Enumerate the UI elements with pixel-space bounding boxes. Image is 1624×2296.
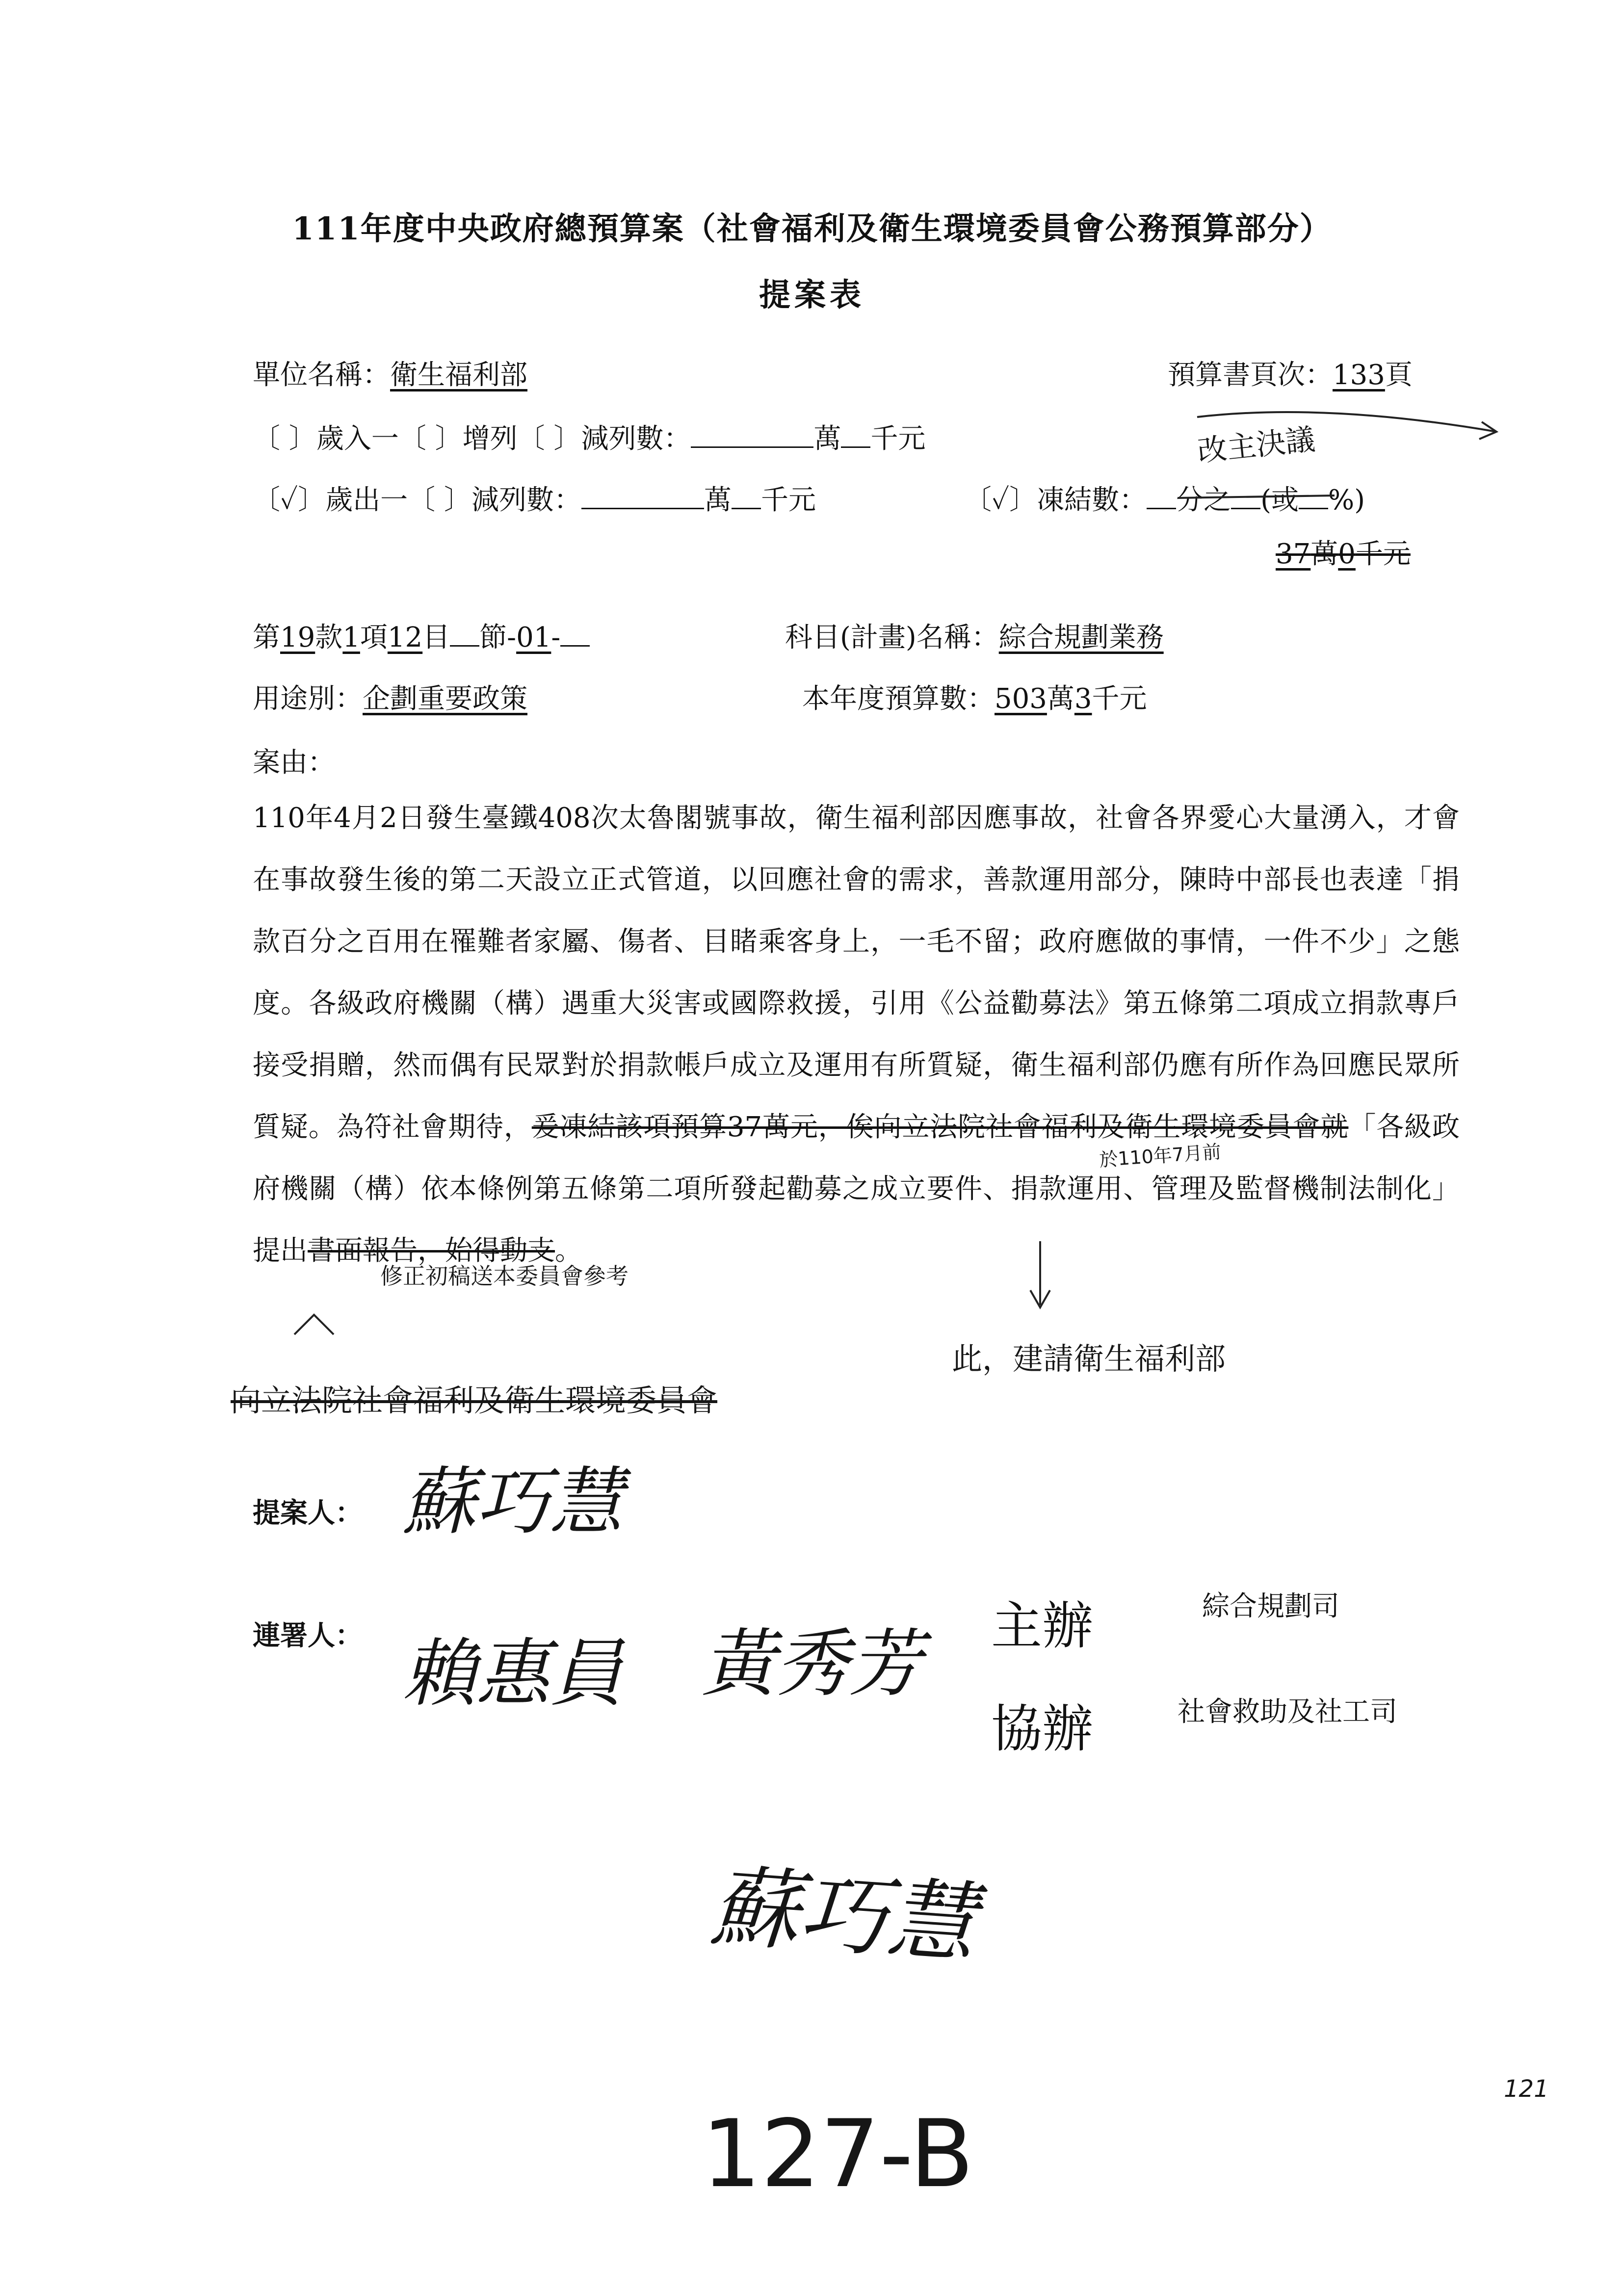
- expense-text: 歲出一: [325, 484, 408, 516]
- freeze-blank-3: [1299, 485, 1328, 509]
- reason-struck1: 爰凍結該項預算37萬元，俟向立法院社會福利及衛生環境委員會就: [531, 1111, 1349, 1143]
- account-xiang-num: 1: [342, 622, 360, 653]
- freeze-blank-2: [1231, 485, 1260, 509]
- handwritten-note-right: 此，建請衛生福利部: [952, 1341, 1226, 1377]
- unit-value: 衛生福利部: [390, 359, 527, 391]
- decrease-text: 減列數：: [581, 423, 691, 455]
- main-responsible-label: 主辦: [991, 1596, 1094, 1656]
- purpose-row: [253, 677, 527, 716]
- account-line: [253, 616, 590, 655]
- expense-decrease-text: 減列數：: [471, 484, 581, 516]
- reason-body: [253, 787, 1460, 1282]
- freeze-percent-close: %): [1328, 484, 1365, 516]
- frozen-amount: [1276, 532, 1411, 572]
- frozen-wan: 萬: [1310, 538, 1338, 570]
- revenue-wan: 萬: [813, 423, 841, 455]
- assist-responsible-label: 協辦: [991, 1699, 1094, 1759]
- document-title: 111年度中央政府總預算案（社會福利及衛生環境委員會公務預算部分）: [292, 210, 1332, 247]
- assist-responsible-value: 社會救助及社工司: [1178, 1696, 1397, 1728]
- expense-qian: 千元: [760, 484, 816, 516]
- account-jie-blank: [450, 623, 479, 647]
- account-dash: -: [551, 622, 561, 653]
- handwritten-note-insert: 修正初稿送本委員會參考: [380, 1263, 629, 1289]
- proposer-signature: 蘇巧慧: [402, 1460, 624, 1545]
- revenue-line: [253, 417, 925, 456]
- cosigner-signature-2: 黃秀芳: [702, 1621, 923, 1707]
- freeze-line: [964, 478, 1365, 518]
- bottom-signature: 蘇巧慧: [707, 1855, 979, 1976]
- expense-wan: 萬: [704, 484, 732, 516]
- subject-row: [785, 616, 1164, 655]
- main-responsible-value: 綜合規劃司: [1202, 1591, 1339, 1622]
- subject-label: 科目(計畫)名稱：: [785, 622, 999, 653]
- expense-checkbox: 〔✓〕: [253, 484, 326, 516]
- expense-decrease-checkbox: 〔 〕: [408, 484, 471, 516]
- reason-para1: 110年4月2日發生臺鐵408次太魯閣號事故，衛生福利部因應事故，社會各界愛心大量湧入，才會在事故發生後的第二天設立正式管道，以回應社會的需求，善款運用部分，陳時中部長也表達「捐款百分之百用在罹難者家屬、傷者、目睹乘客身上，一毛不留；政府應做的事情，一件不少」之態度。各級政府機關（構）遇重大災害或國際救援，引用《公益勸募法》第五條第二項成立捐款專戶接受捐贈，然而偶有民眾對於捐款帳戶成立及運用有所質疑，衛生福利部仍應有所作為回應民眾所質疑。為符社會期待，: [253, 802, 1460, 1143]
- budget-wan: 萬: [1047, 683, 1074, 715]
- expense-qian-blank: [732, 485, 761, 509]
- account-xiang: 項: [360, 622, 388, 653]
- reason-label: 案由：: [253, 747, 335, 779]
- cosigner-label: 連署人：: [253, 1619, 363, 1652]
- revenue-text: 歲入一: [316, 423, 399, 455]
- account-jie: 節-: [479, 622, 517, 653]
- expense-line: [253, 478, 816, 518]
- handwritten-page-mark: 121: [1504, 2075, 1549, 2103]
- revenue-qian: 千元: [870, 423, 926, 455]
- revenue-checkbox: 〔 〕: [253, 423, 316, 455]
- frozen-num1: 37: [1276, 538, 1311, 570]
- budget-label: 本年度預算數：: [802, 683, 995, 715]
- account-kuan: 款: [315, 622, 343, 653]
- increase-text: 增列: [462, 423, 518, 455]
- document-subtitle: 提案表: [759, 277, 865, 313]
- frozen-num2: 0: [1338, 538, 1356, 570]
- account-jie-num: 01: [516, 622, 551, 653]
- increase-checkbox: 〔 〕: [398, 423, 463, 455]
- proposer-label: 提案人：: [253, 1497, 363, 1529]
- subject-value: 綜合規劃業務: [998, 622, 1164, 653]
- reason-struck2: 書面報告，始得動支: [308, 1235, 555, 1267]
- freeze-checkbox: 〔✓〕: [964, 484, 1037, 516]
- freeze-percent-open: (或: [1260, 484, 1299, 516]
- account-mu: 目: [422, 622, 450, 653]
- page-row: [1168, 353, 1413, 392]
- handwritten-struck-line: 向立法院社會福利及衛生環境委員會: [231, 1383, 718, 1418]
- page-value: 133: [1333, 359, 1385, 391]
- unit-row: [253, 353, 527, 392]
- expense-wan-blank: [581, 485, 704, 509]
- budget-num2: 3: [1074, 683, 1092, 715]
- budget-num1: 503: [995, 683, 1047, 715]
- insert-caret: [294, 1315, 334, 1334]
- account-mu-num: 12: [387, 622, 423, 653]
- account-end-blank: [560, 623, 590, 647]
- budget-unit: 千元: [1092, 683, 1147, 715]
- cosigner-signature-1: 賴惠員: [402, 1631, 624, 1717]
- page-label: 預算書頁次：: [1168, 359, 1333, 391]
- unit-label: 單位名稱：: [253, 359, 390, 391]
- handwritten-note-top-right: 改主決議: [1196, 422, 1317, 469]
- purpose-label: 用途別：: [253, 683, 363, 715]
- reason-end: 。: [555, 1235, 582, 1267]
- account-di: 第: [253, 622, 280, 653]
- page-suffix: 頁: [1385, 359, 1413, 391]
- freeze-text: 凍結數：: [1037, 484, 1147, 516]
- revenue-wan-blank: [691, 424, 813, 448]
- account-kuan-num: 19: [280, 622, 315, 653]
- freeze-fraction: 分之: [1176, 484, 1231, 516]
- purpose-value: 企劃重要政策: [363, 683, 527, 715]
- decrease-checkbox: 〔 〕: [517, 423, 581, 455]
- freeze-blank-1: [1147, 485, 1176, 509]
- budget-row: [802, 677, 1147, 716]
- handwritten-big-number: 127-B: [702, 2100, 974, 2208]
- handwritten-note-above-line: 於110年7月前: [1099, 1141, 1222, 1171]
- reason-para2: 「各級政府機關（構）依本條例第五條第二項所發起勸募之成立要件、捐款運用、管理及監督機制法制化」提出: [253, 1111, 1460, 1267]
- revenue-qian-blank: [841, 424, 870, 448]
- frozen-unit: 千元: [1355, 538, 1411, 570]
